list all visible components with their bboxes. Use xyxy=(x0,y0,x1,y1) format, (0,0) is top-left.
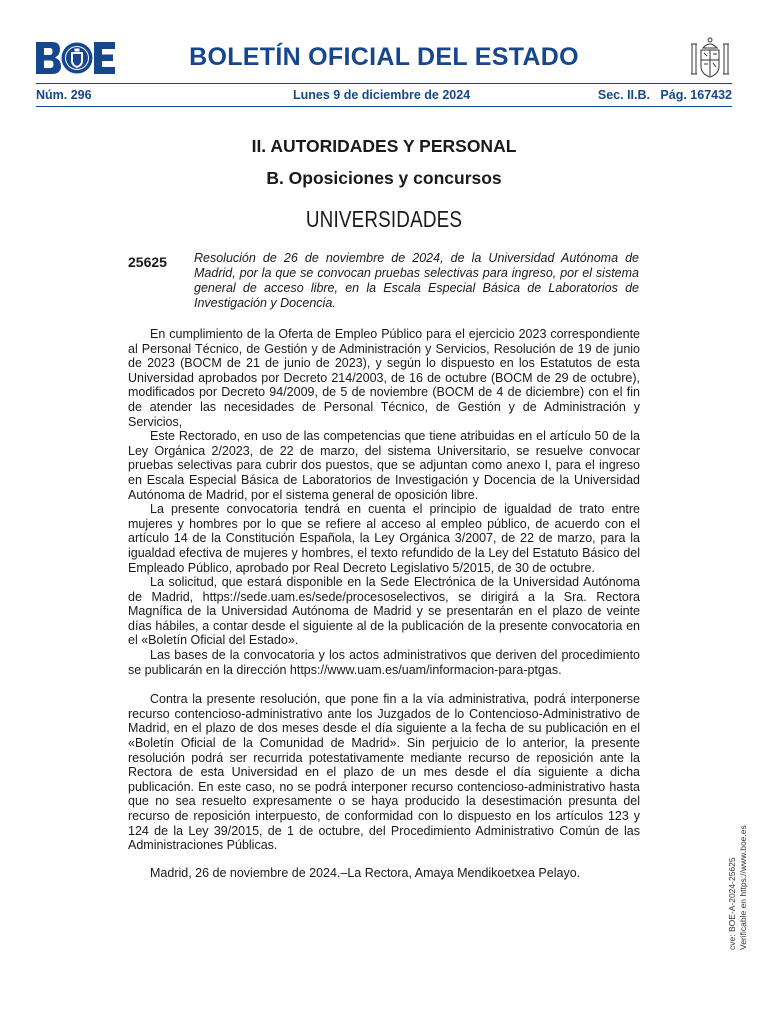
body-paragraph: Contra la presente resolución, que pone fin a la vía administrativa, podrá interponerse recurso contencioso-administrativo ante los Juzgados de lo Contencioso-Administrativo de Madrid, en el plazo de dos meses desde el día siguiente a la fecha de su publicación en el «Boletín Oficial de la Comunidad de Madrid». Sin perjuicio de lo anterior, la presente resolución podrá ser recurrida potestativamente mediante recurso de reposición ante la Rectora de esta Universidad en el plazo de un mes desde el día siguiente a dicha publicación. En este caso, no se podrá interponer recurso contencioso-administrativo hasta que no sea resuelto expresamente o se haya producido la desestimación presunta del recurso de reposición interpuesto, de conformidad con lo dispuesto en los artículos 123 y 124 de la Ley 39/2015, de 1 de octubre, del Procedimiento Administrativo Común de las Administraciones Públicas. xyxy=(128,692,640,853)
issue-date: Lunes 9 de diciembre de 2024 xyxy=(293,88,471,102)
document-summary: Resolución de 26 de noviembre de 2024, de la Universidad Autónoma de Madrid, por la que se convocan pruebas selectivas para ingreso, por el sistema general de acceso libre, en la Escala Especial Básica de Laboratorios de Investigación y Docencia. xyxy=(194,251,639,310)
gazette-title: BOLETÍN OFICIAL DEL ESTADO xyxy=(189,43,579,71)
document-number: 25625 xyxy=(128,254,167,270)
meta-rule xyxy=(36,106,732,107)
body-paragraph: La presente convocatoria tendrá en cuenta el principio de igualdad de trato entre mujeres y hombres por lo que se refiere al acceso al empleo público, de acuerdo con el artículo 14 de la Constitución Española, la Ley Orgánica 3/2007, de 22 de marzo, para la igualdad efectiva de mujeres y hombres, el texto refundido de la Ley del Estatuto Básico del Empleado Público, aprobado por Real Decreto Legislativo 5/2015, de 30 de octubre. xyxy=(128,502,640,575)
header-rule xyxy=(36,83,732,84)
verification-url: Verificable en https://www.boe.es xyxy=(738,825,748,950)
section-subheading: B. Oposiciones y concursos xyxy=(266,168,502,188)
signature-line: Madrid, 26 de noviembre de 2024.–La Rectora, Amaya Mendikoetxea Pelayo. xyxy=(150,865,581,880)
section-heading: II. AUTORIDADES Y PERSONAL xyxy=(251,136,517,156)
body-paragraph: Las bases de la convocatoria y los actos administrativos que deriven del procedimiento se publicarán en la dirección https://www.uam.es/uam/informacion-para-ptgas. xyxy=(128,648,640,677)
verification-sidebar xyxy=(727,670,751,950)
body-paragraph: La solicitud, que estará disponible en la Sede Electrónica de la Universidad Autónoma de Madrid, https://sede.uam.es/sede/procesoselectivos, se dirigirá a la Sra. Rectora Magnífica de la Universidad Autónoma de Madrid y se presentarán en el plazo de veinte días hábiles, a contar desde el siguiente al de la publicación de la presente convocatoria en el «Boletín Oficial del Estado». xyxy=(128,575,640,648)
body-paragraph: En cumplimiento de la Oferta de Empleo Público para el ejercicio 2023 correspondiente al Personal Técnico, de Gestión y de Administración y Servicios, Resolución de 19 de junio de 2023 (BOCM de 21 de junio de 2023), y según lo dispuesto en los Estatutos de esta Universidad aprobados por Decreto 214/2003, de 16 de octubre (BOCM de 29 de octubre), modificados por Decreto 94/2009, de 5 de noviembre (BOCM de 4 de diciembre) con el fin de atender las necesidades de Personal Técnico, de Gestión y de Administración y Servicios, xyxy=(128,327,640,429)
body-paragraph: Este Rectorado, en uso de las competencias que tiene atribuidas en el artículo 50 de la Ley Orgánica 2/2023, de 22 de marzo, del sistema Universitario, se resuelve convocar pruebas selectivas para cubrir dos puestos, que se adjuntan como anexo I, para el ingreso en Escala Especial Básica de Laboratorios de Investigación y Docencia de la Universidad Autónoma de Madrid, por el sistema general de oposición libre. xyxy=(128,429,640,502)
cve-code: cve: BOE-A-2024-25625 xyxy=(727,857,737,950)
document-body xyxy=(128,327,640,880)
organism-heading: UNIVERSIDADES xyxy=(305,206,463,232)
issue-number: Núm. 296 xyxy=(36,88,92,102)
section-page: Sec. II.B. Pág. 167432 xyxy=(597,88,732,102)
coat-of-arms-icon xyxy=(690,36,730,80)
